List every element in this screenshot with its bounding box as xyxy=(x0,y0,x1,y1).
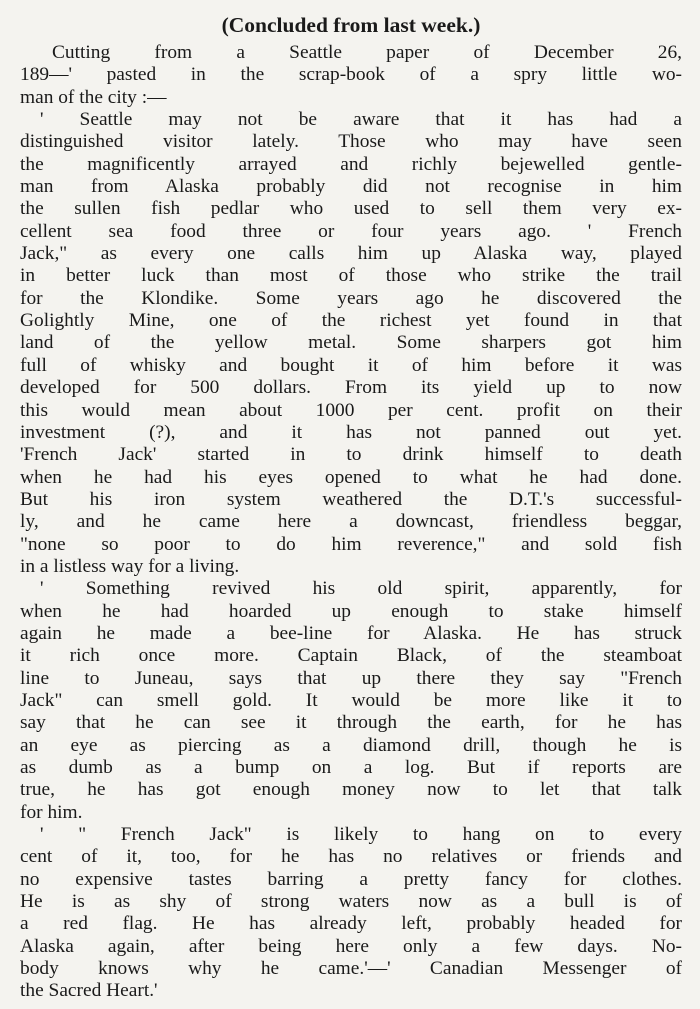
text-line: for him. xyxy=(20,801,83,823)
newspaper-column xyxy=(20,12,682,1003)
text-line: in a listless way for a living. xyxy=(20,555,240,577)
text-line: Jack," as every one calls him up Alaska way, played xyxy=(20,243,682,265)
text-line: no expensive tastes barring a pretty fancy for clothes. xyxy=(20,868,682,890)
text-line: Golightly Mine, one of the richest yet found in that xyxy=(20,310,682,332)
text-line: the magnificently arrayed and richly bejewelled gentle- xyxy=(20,153,682,175)
text-line: distinguished visitor lately. Those who may have seen xyxy=(20,131,682,153)
text-line: cent of it, too, for he has no relatives or friends and xyxy=(20,846,682,868)
text-line: ly, and he came here a downcast, friendless beggar, xyxy=(20,511,682,533)
text-line: man from Alaska probably did not recognise in him xyxy=(20,176,682,198)
text-line: the sullen fish pedlar who used to sell them very ex- xyxy=(20,198,682,220)
text-line: a red flag. He has already left, probably headed for xyxy=(20,913,682,935)
text-line: 'French Jack' started in to drink himself to death xyxy=(20,444,682,466)
text-line: in better luck than most of those who strike the trail xyxy=(20,265,682,287)
text-line: Cutting from a Seattle paper of December 26, xyxy=(52,42,682,63)
text-line: Alaska again, after being here only a few days. No- xyxy=(20,935,682,957)
text-line: investment (?), and it has not panned out yet. xyxy=(20,421,682,443)
text-line: He is as shy of strong waters now as a bull is of xyxy=(20,891,682,913)
text-line: an eye as piercing as a diamond drill, though he is xyxy=(20,734,682,756)
article-heading: (Concluded from last week.) xyxy=(221,13,481,37)
text-line: land of the yellow metal. Some sharpers got him xyxy=(20,332,682,354)
text-line: line to Juneau, says that up there they say "French xyxy=(20,667,682,689)
text-line: developed for 500 dollars. From its yield up to now xyxy=(20,377,682,399)
text-line: body knows why he came.'—' Canadian Messenger of xyxy=(20,958,682,980)
text-line: for the Klondike. Some years ago he discovered the xyxy=(20,287,682,309)
text-line: 189—' pasted in the scrap-book of a spry little wo- xyxy=(20,64,682,86)
text-line: ' Something revived his old spirit, apparently, for xyxy=(40,578,682,600)
text-line: as dumb as a bump on a log. But if reports are xyxy=(20,757,682,778)
text-line: full of whisky and bought it of him before it was xyxy=(20,354,682,376)
text-line: "none so poor to do him reverence," and sold fish xyxy=(20,533,682,555)
text-line: true, he has got enough money now to let that talk xyxy=(20,779,682,801)
text-line: this would mean about 1000 per cent. profit on their xyxy=(20,399,682,421)
text-line: it rich once more. Captain Black, of the steamboat xyxy=(20,645,682,667)
text-line: again he made a bee-line for Alaska. He has struck xyxy=(20,622,682,644)
text-line: say that he can see it through the earth, for he has xyxy=(20,712,682,734)
text-line: when he had his eyes opened to what he had done. xyxy=(20,466,682,488)
text-line: ' " French Jack" is likely to hang on to every xyxy=(40,824,682,846)
text-line: cellent sea food three or four years ago. ' French xyxy=(20,220,682,242)
text-line: when he had hoarded up enough to stake himself xyxy=(20,600,682,622)
text-line: the Sacred Heart.' xyxy=(20,980,158,1002)
text-line: But his iron system weathered the D.T.'s successful- xyxy=(20,488,682,510)
text-line: man of the city :— xyxy=(20,86,167,108)
text-line: Jack" can smell gold. It would be more like it to xyxy=(20,689,682,711)
text-line: ' Seattle may not be aware that it has had a xyxy=(40,109,682,131)
